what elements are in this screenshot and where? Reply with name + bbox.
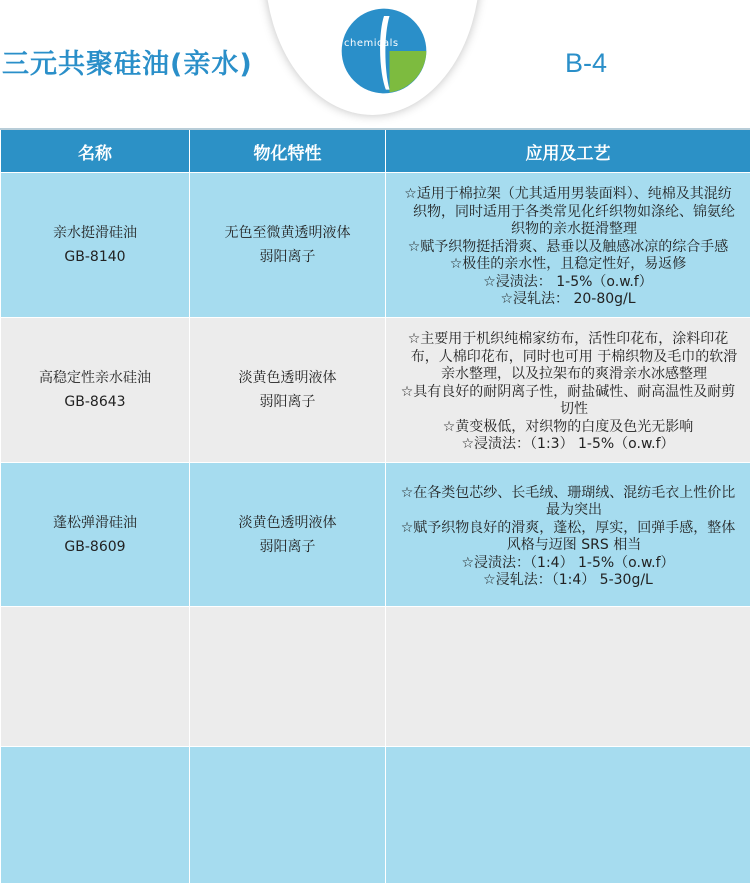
column-header-application: 应用及工艺	[386, 129, 750, 173]
page-title: 三元共聚硅油(亲水)	[2, 42, 253, 81]
empty-cell	[190, 747, 386, 884]
product-code: GB-8609	[1, 535, 189, 559]
product-application-cell	[386, 318, 750, 463]
empty-table-row	[1, 607, 750, 747]
application-item: ☆浸轧法： 20-80g/L	[398, 291, 738, 309]
product-properties-cell	[190, 173, 386, 318]
product-code: GB-8140	[1, 245, 189, 269]
application-item: ☆极佳的亲水性，且稳定性好，易返修	[398, 256, 738, 274]
application-item: ☆黄变极低，对织物的白度及色光无影响	[398, 419, 738, 437]
application-item: ☆在各类包芯纱、长毛绒、珊瑚绒、混纺毛衣上性价比最为突出	[398, 485, 738, 520]
application-item: ☆赋予织物挺括滑爽、悬垂以及触感冰凉的综合手感	[398, 239, 738, 257]
application-item: ☆赋予织物良好的滑爽，蓬松，厚实，回弹手感，整体风格与迈图 SRS 相当	[398, 520, 738, 555]
table-header-row	[1, 129, 750, 173]
chemicals-logo-icon	[338, 5, 430, 97]
product-name: 蓬松弹滑硅油	[1, 511, 189, 535]
page-header	[0, 0, 750, 128]
empty-cell	[386, 607, 750, 747]
product-name-cell	[1, 463, 190, 607]
product-name-cell	[1, 173, 190, 318]
application-item: ☆浸渍法：（1:4） 1-5%（o.w.f）	[398, 555, 738, 573]
product-series-code: B-4	[565, 48, 607, 79]
application-item: ☆适用于棉拉架（尤其适用男装面料）、纯棉及其混纺织物，同时适用于各类常见化纤织物如涤纶、锦氨纶织物的亲水挺滑整理	[398, 186, 738, 239]
product-appearance: 无色至微黄透明液体	[190, 221, 385, 245]
product-ionicity: 弱阳离子	[190, 535, 385, 559]
product-name: 高稳定性亲水硅油	[1, 366, 189, 390]
empty-cell	[386, 747, 750, 884]
application-item: ☆具有良好的耐阴离子性，耐盐碱性、耐高温性及耐剪切性	[398, 384, 738, 419]
product-application-cell	[386, 463, 750, 607]
product-properties-cell	[190, 318, 386, 463]
table-row	[1, 463, 750, 607]
column-header-name: 名称	[1, 129, 190, 173]
product-appearance: 淡黄色透明液体	[190, 366, 385, 390]
logo-text: chemicals	[344, 38, 399, 49]
product-ionicity: 弱阳离子	[190, 245, 385, 269]
application-item: ☆浸渍法：（1:3） 1-5%（o.w.f）	[398, 436, 738, 454]
application-item: ☆主要用于机织纯棉家纺布，活性印花布，涂料印花布，人棉印花布，同时也可用 于棉织物及毛巾的软滑亲水整理，以及拉架布的爽滑亲水冰感整理	[398, 331, 738, 384]
product-properties-cell	[190, 463, 386, 607]
application-item: ☆浸轧法：（1:4） 5-30g/L	[398, 572, 738, 590]
empty-cell	[1, 607, 190, 747]
application-item: ☆浸渍法： 1-5%（o.w.f）	[398, 274, 738, 292]
table-row	[1, 318, 750, 463]
empty-cell	[1, 747, 190, 884]
product-name: 亲水挺滑硅油	[1, 221, 189, 245]
column-header-properties: 物化特性	[190, 129, 386, 173]
product-code: GB-8643	[1, 390, 189, 414]
product-name-cell	[1, 318, 190, 463]
product-ionicity: 弱阳离子	[190, 390, 385, 414]
empty-table-row	[1, 747, 750, 884]
empty-cell	[190, 607, 386, 747]
product-appearance: 淡黄色透明液体	[190, 511, 385, 535]
table-row	[1, 173, 750, 318]
product-spec-table	[0, 128, 750, 884]
product-application-cell	[386, 173, 750, 318]
